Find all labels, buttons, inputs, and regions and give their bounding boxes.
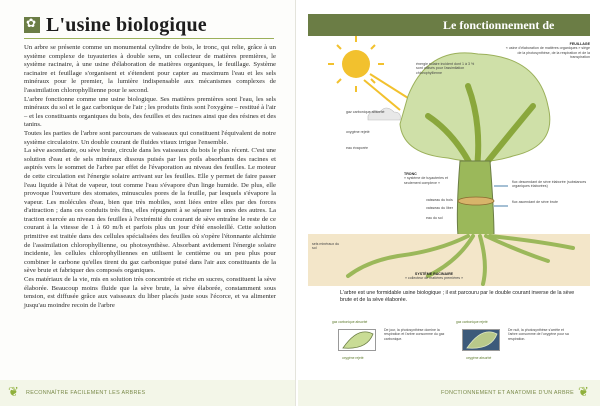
left-title-bar (24, 14, 274, 36)
leaf-icon (462, 329, 500, 351)
sap-arrows (494, 186, 508, 206)
flower-icon (24, 17, 40, 33)
diagram-title: Le fonctionnement de l'arbre (443, 18, 555, 47)
mini-text: De nuit, la photosynthèse s'arrête et l'arbre consomme de l'oxygène pour sa respiration. (508, 328, 569, 341)
mini-text: De jour, la photosynthèse domine la respiration et l'arbre consomme du gaz carbonique. (384, 328, 445, 341)
label-racinaire: SYSTÈME RACINAIRE « collecteur de matières premières » (404, 272, 464, 281)
label-vaisseau-bois: vaisseau du bois (426, 198, 453, 202)
paragraph: L'arbre fonctionne comme une usine biologique. Ses matières premières sont l'eau, les sels minéraux du sol et le gaz carbonique de l'air ; les produits finis sont l'oxygène – restitué à l'air – et les constituants organiques du bois, des feuilles et des racines ainsi que des résines et des tanins. (24, 95, 276, 129)
paragraph: Ces matériaux de la vie, mis en solution très concentrée et riche en sucres, constituent la sève élaborée. Beaucoup moins fluide que la sève brute, la sève élaborée, constamment sous tension, est diffusée grâce aux vaisseaux du liber placés juste sous l'écorce, et va alimenter jusqu'au moindre recoin de l'arbre (24, 276, 276, 309)
right-title-bar (308, 14, 590, 47)
label-seve-elaboree: flux descendant de sève élaborée (substances organiques élaborées) (512, 180, 587, 189)
article-body (24, 44, 276, 310)
label-gaz: gaz carbonique absorbé (346, 110, 385, 114)
label-eau: eau évaporée (346, 146, 368, 150)
diagram-caption: L'arbre est une formidable usine biologique ; il est parcouru par le double courant inverse de la sève brute et de la sève élaborée. (340, 290, 575, 303)
mini-label: gaz carbonique absorbé (332, 320, 368, 324)
mini-label: oxygène rejeté (342, 356, 364, 360)
sun-icon (328, 36, 384, 92)
label-eau-sol: eau du sol (426, 216, 443, 220)
leaf-icon (578, 386, 592, 400)
label-flux-ascendant: flux ascendant de sève brute (512, 200, 558, 204)
paragraph: La sève ascendante, ou sève brute, circule dans les vaisseaux du bois le plus récent. C'est une solution d'eau et de sels minéraux dissous puisés par les poils absorbants des racines et aspirés vers le sommet de l'arbre par effet de l'évaporation au niveau des feuilles. Le moteur de cette circulation est l'énergie solaire arrivant sur les feuilles. Elle y permet de faire passer l'eau liquide à l'état de vapeur, tout comme l'eau s'évapore d'un linge humide. De plus, elle provoque l'ouverture des stomates, minuscules pores de la feuille, par lesquels s'évapore la vapeur. Les molécules d'eau, bien que très mobiles, sont liées entre elles par des forces d'attraction ; dans ces conduits très fins, elles répugnent à se séparer les unes des autres. La traction exercée au niveau des feuilles à l'extrémité du courant de sève entraîne le reste de ce courant à la vitesse de 1 à 60 m/h et parfois plus un jour d'été ensoleillé. Cette solution primitive est traitée dans des cellules spécialisées des feuilles où s'opère l'étonnante alchimie de l'assimilation chlorophyllienne, ou photosynthèse. Absorbant avidement l'énergie solaire incidente, les cellules chlorophylliennes en utilisent le centième ou un peu plus pour combiner le carbone qu'elles tirent du gaz carbonique puisé dans l'air aux constituants de la sève brute et fabriquer des composés organiques. (24, 147, 276, 275)
leaf-icon (338, 329, 376, 351)
label-tronc: TRONC « système de tuyauteries et seulement complexe » (404, 172, 448, 185)
title-divider (24, 38, 274, 39)
trunk-section (458, 197, 494, 205)
paragraph: Toutes les parties de l'arbre sont parcourues de vaisseaux qui constituent l'équivalent de notre système circulatoire. Un double courant de fluides vitaux irrigue l'ensemble. (24, 129, 276, 146)
label-oxygene: oxygène rejeté (346, 130, 370, 134)
label-sels: sels minéraux du sol (312, 242, 340, 251)
left-footer (0, 380, 295, 406)
leaf-icon (8, 386, 22, 400)
footer-title: RECONNAÎTRE FACILEMENT LES ARBRES (26, 390, 146, 396)
day-night-comparison (328, 320, 578, 368)
night-panel (452, 320, 572, 368)
right-footer (298, 380, 600, 406)
left-page (0, 0, 296, 406)
page-title: L'usine biologique (46, 13, 207, 36)
mini-label: gaz carbonique rejeté (456, 320, 488, 324)
mini-label: oxygène absorbé (466, 356, 492, 360)
tree-diagram (308, 36, 590, 286)
footer-title: FONCTIONNEMENT ET ANATOMIE D'UN ARBRE (440, 390, 574, 396)
label-feuillage: FEUILLAGE « usine d'élaboration de matières organiques » siège de la photosynthèse, de la respiration et de la transpiration (505, 42, 590, 60)
paragraph: Un arbre se présente comme un monumental cylindre de bois, le tronc, qui relie, grâce à un système complexe de tuyauteries à double sens, un collecteur de matières premières, le système racinaire, à une usine d'élaboration de matières organiques, le feuillage. Système racinaire et feuillage s'organisent et s'étendent pour capter au maximum l'eau et les sels minéraux pour le premier, la lumière indispensable aux mécanismes complexes de l'assimilation chlorophyllienne pour le second. (24, 44, 276, 94)
label-energie: énergie solaire incident dont 1 à 3 % sont utilisés pour l'assimilation chlorophyllienne (416, 62, 475, 75)
right-page (298, 0, 600, 406)
label-vaisseau-liber: vaisseau du liber (426, 206, 453, 210)
day-panel (328, 320, 448, 368)
